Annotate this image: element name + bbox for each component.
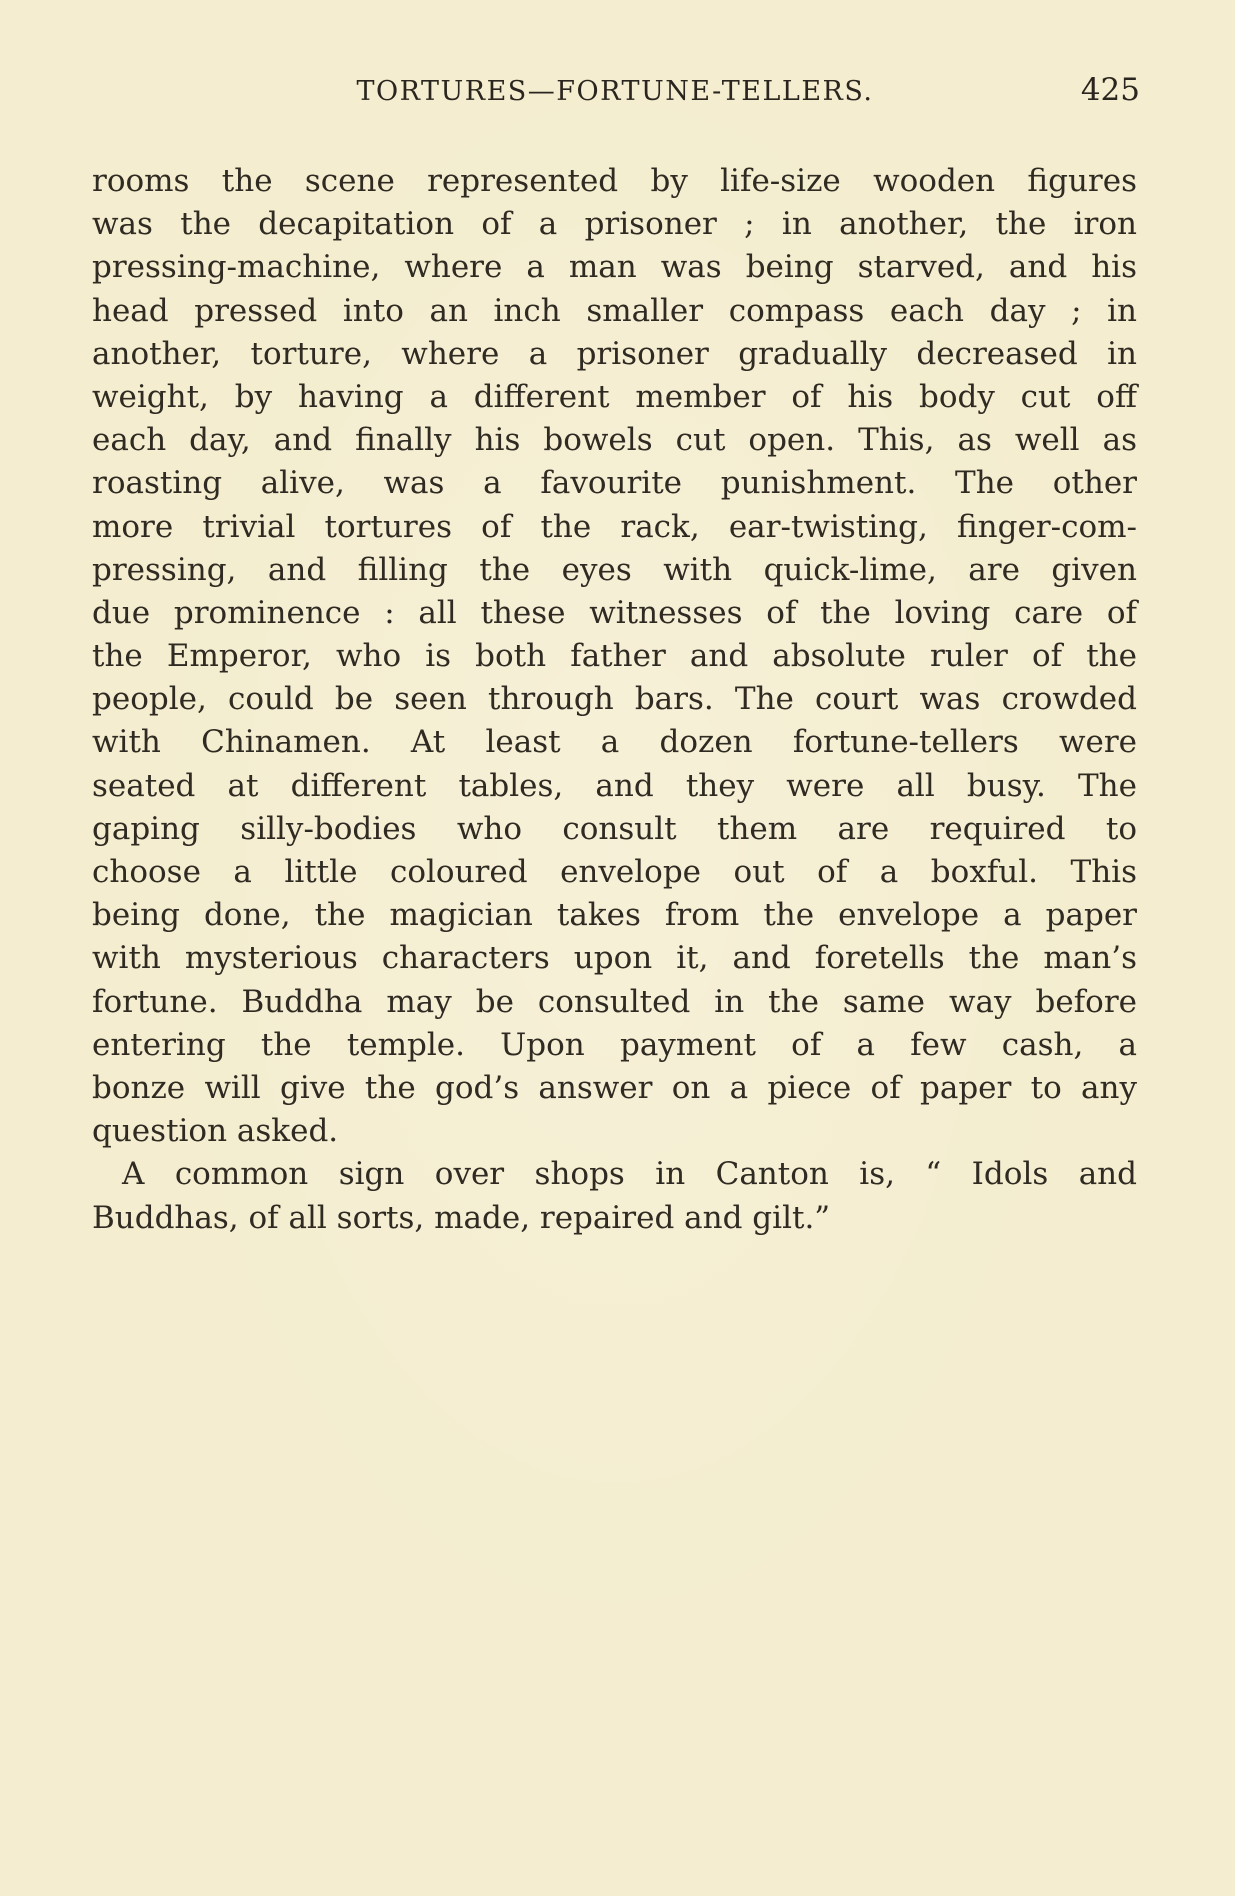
text-line: Buddhas, of all sorts, made, repaired and gilt.”	[92, 1199, 831, 1236]
running-head	[90, 72, 1140, 116]
text-line: A common sign over shops in Canton is, “ Idols and	[122, 1156, 1137, 1193]
text-line: choose a little coloured envelope out of a boxful. This	[92, 854, 1137, 890]
text-line: with mysterious characters upon it, and foretells the man’s	[92, 940, 1137, 977]
text-line: rooms the scene represented by life-size wooden figures	[92, 163, 1137, 199]
text-line: question asked.	[92, 1113, 339, 1150]
text-line: fortune. Buddha may be consulted in the same way before	[92, 983, 1137, 1020]
text-line: gaping silly-bodies who consult them are required to	[92, 810, 1137, 847]
text-line: another, torture, where a prisoner gradually decreased in	[92, 335, 1137, 372]
text-line: with Chinamen. At least a dozen fortune-tellers were	[92, 724, 1137, 761]
running-title: TORTURES—FORTUNE-TELLERS.	[356, 76, 874, 107]
text-line: due prominence : all these witnesses of the loving care of	[92, 594, 1137, 631]
text-line: each day, and finally his bowels cut open. This, as well as	[92, 422, 1137, 459]
text-line: weight, by having a different member of his body cut off	[92, 378, 1137, 415]
page-number: 425	[1080, 72, 1140, 108]
text-line: entering the temple. Upon payment of a few cash, a	[92, 1026, 1137, 1063]
paragraph-2	[92, 1153, 1137, 1239]
text-line: being done, the magician takes from the envelope a paper	[92, 897, 1137, 934]
text-line: seated at different tables, and they were all busy. The	[92, 767, 1137, 804]
paragraph-1	[92, 160, 1137, 1153]
text-line: people, could be seen through bars. The court was crowded	[92, 681, 1137, 718]
text-line: the Emperor, who is both father and absolute ruler of the	[92, 638, 1137, 675]
body-text	[92, 160, 1137, 1240]
text-line: bonze will give the god’s answer on a piece of paper to any	[92, 1069, 1137, 1106]
text-line: head pressed into an inch smaller compass each day ; in	[92, 292, 1137, 329]
text-line: more trivial tortures of the rack, ear-twisting, finger-com-	[92, 508, 1137, 545]
text-line: pressing-machine, where a man was being starved, and his	[92, 249, 1137, 286]
text-line: roasting alive, was a favourite punishment. The other	[92, 465, 1137, 502]
text-line: pressing, and filling the eyes with quick-lime, are given	[92, 551, 1137, 588]
text-line: was the decapitation of a prisoner ; in another, the iron	[92, 206, 1137, 243]
